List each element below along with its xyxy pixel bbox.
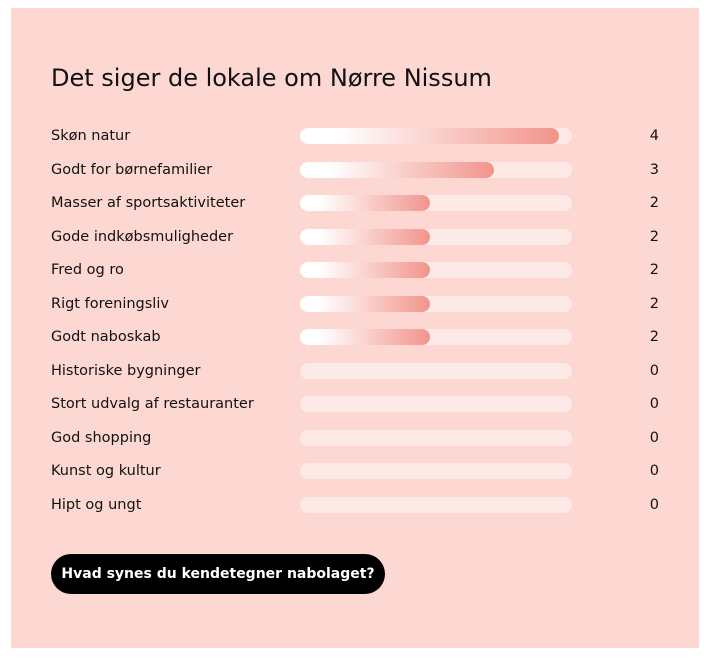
bar-track <box>300 463 572 479</box>
bar-track <box>300 195 572 211</box>
value-label: 0 <box>649 429 659 446</box>
bar <box>300 195 430 211</box>
bar <box>300 128 559 144</box>
rating-row <box>51 360 659 394</box>
bar-track <box>300 430 572 446</box>
value-label: 0 <box>649 496 659 513</box>
category-label: Hipt og ungt <box>51 496 142 513</box>
category-label: Historiske bygninger <box>51 362 201 379</box>
category-label: Skøn natur <box>51 128 131 144</box>
rating-row <box>51 259 659 293</box>
value-label: 2 <box>649 228 659 245</box>
rating-row <box>51 226 659 260</box>
bar-track <box>300 162 572 178</box>
bar-track <box>300 363 572 379</box>
ratings-card <box>11 8 699 648</box>
value-label: 2 <box>649 195 659 211</box>
category-label: Rigt foreningsliv <box>51 295 169 312</box>
rating-row <box>51 326 659 360</box>
value-label: 2 <box>649 262 659 278</box>
value-label: 3 <box>649 161 659 178</box>
bar <box>300 229 430 245</box>
bar-track <box>300 128 572 144</box>
bar-track <box>300 497 572 513</box>
category-label: Godt for børnefamilier <box>51 161 213 178</box>
rating-row <box>51 494 659 528</box>
rating-row <box>51 192 659 226</box>
rating-row <box>51 125 659 159</box>
category-label: Kunst og kultur <box>51 463 161 479</box>
category-label: Fred og ro <box>51 262 124 278</box>
rating-list <box>51 125 659 527</box>
rate-neighborhood-button[interactable]: Hvad synes du kendetegner nabolaget? <box>51 554 385 594</box>
value-label: 0 <box>649 463 659 479</box>
rating-row <box>51 393 659 427</box>
rating-row <box>51 293 659 327</box>
value-label: 2 <box>649 295 659 312</box>
bar-track <box>300 296 572 312</box>
category-label: God shopping <box>51 429 152 446</box>
category-label: Stort udvalg af restauranter <box>51 396 254 412</box>
bar-track <box>300 262 572 278</box>
bar <box>300 262 430 278</box>
rating-row <box>51 460 659 494</box>
category-label: Godt naboskab <box>51 329 161 345</box>
bar-track <box>300 229 572 245</box>
category-label: Masser af sportsaktiviteter <box>51 195 246 211</box>
rating-row <box>51 427 659 461</box>
bar <box>300 162 494 178</box>
value-label: 0 <box>649 396 659 412</box>
value-label: 4 <box>649 128 659 144</box>
chart-title: Det siger de lokale om Nørre Nissum <box>51 64 492 92</box>
bar <box>300 296 430 312</box>
value-label: 0 <box>649 362 659 379</box>
bar <box>300 329 430 345</box>
bar-track <box>300 329 572 345</box>
category-label: Gode indkøbsmuligheder <box>51 228 234 245</box>
value-label: 2 <box>649 329 659 345</box>
rating-row <box>51 159 659 193</box>
bar-track <box>300 396 572 412</box>
